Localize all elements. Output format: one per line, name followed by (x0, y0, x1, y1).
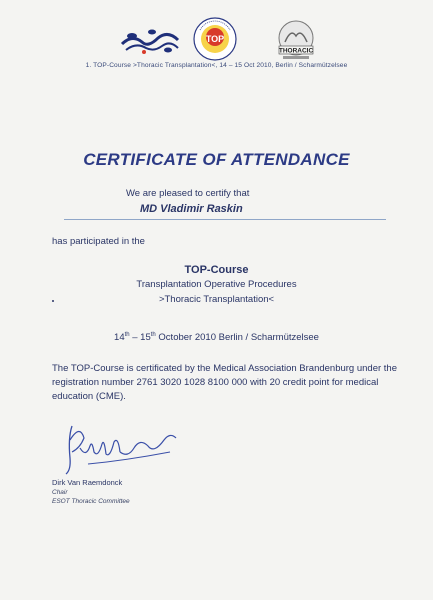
top-course-logo-icon (192, 16, 238, 62)
course-topic: >Thoracic Transplantation< (158, 294, 275, 306)
course-date (0, 332, 433, 343)
divider-line (64, 219, 386, 220)
fish-logo-icon (118, 24, 184, 56)
signer-organization: ESOT Thoracic Committee (52, 498, 130, 505)
svg-text:TOP: TOP (205, 34, 225, 44)
date-rest: October 2010 Berlin / Scharmützelsee (155, 332, 319, 344)
signer-role: Chair (52, 489, 68, 496)
course-subtitle: Transplantation Operative Procedures (136, 279, 297, 290)
participated-text: has participated in the (52, 236, 145, 247)
date-suffix-start: th (124, 332, 130, 338)
date-dash: – 15 (129, 332, 151, 344)
certificate-title: CERTIFICATE OF ATTENDANCE (83, 150, 350, 169)
recipient-name: MD Vladimir Raskin (140, 203, 243, 215)
certify-text: We are pleased to certify that (126, 188, 250, 199)
course-block (0, 264, 433, 307)
course-name: TOP-Course (184, 264, 249, 276)
signature-icon (58, 418, 188, 478)
stray-dot (52, 300, 54, 302)
date-suffix-end: th (150, 332, 156, 338)
svg-text:THORACIC: THORACIC (278, 47, 314, 55)
certification-statement: The TOP-Course is certificated by the Medical Association Brandenburg under the registration number 2761 3020 1028 8100 000 with 20 credit point for medical education (CME). (52, 363, 398, 402)
event-header-line: 1. TOP-Course >Thoracic Transplantation<, 14 – 15 Oct 2010, Berlin / Scharmützelsee (85, 62, 348, 69)
thoracic-logo-icon (273, 20, 319, 62)
date-day-start: 14 (114, 332, 125, 344)
signer-name: Dirk Van Raemdonck (52, 478, 123, 487)
